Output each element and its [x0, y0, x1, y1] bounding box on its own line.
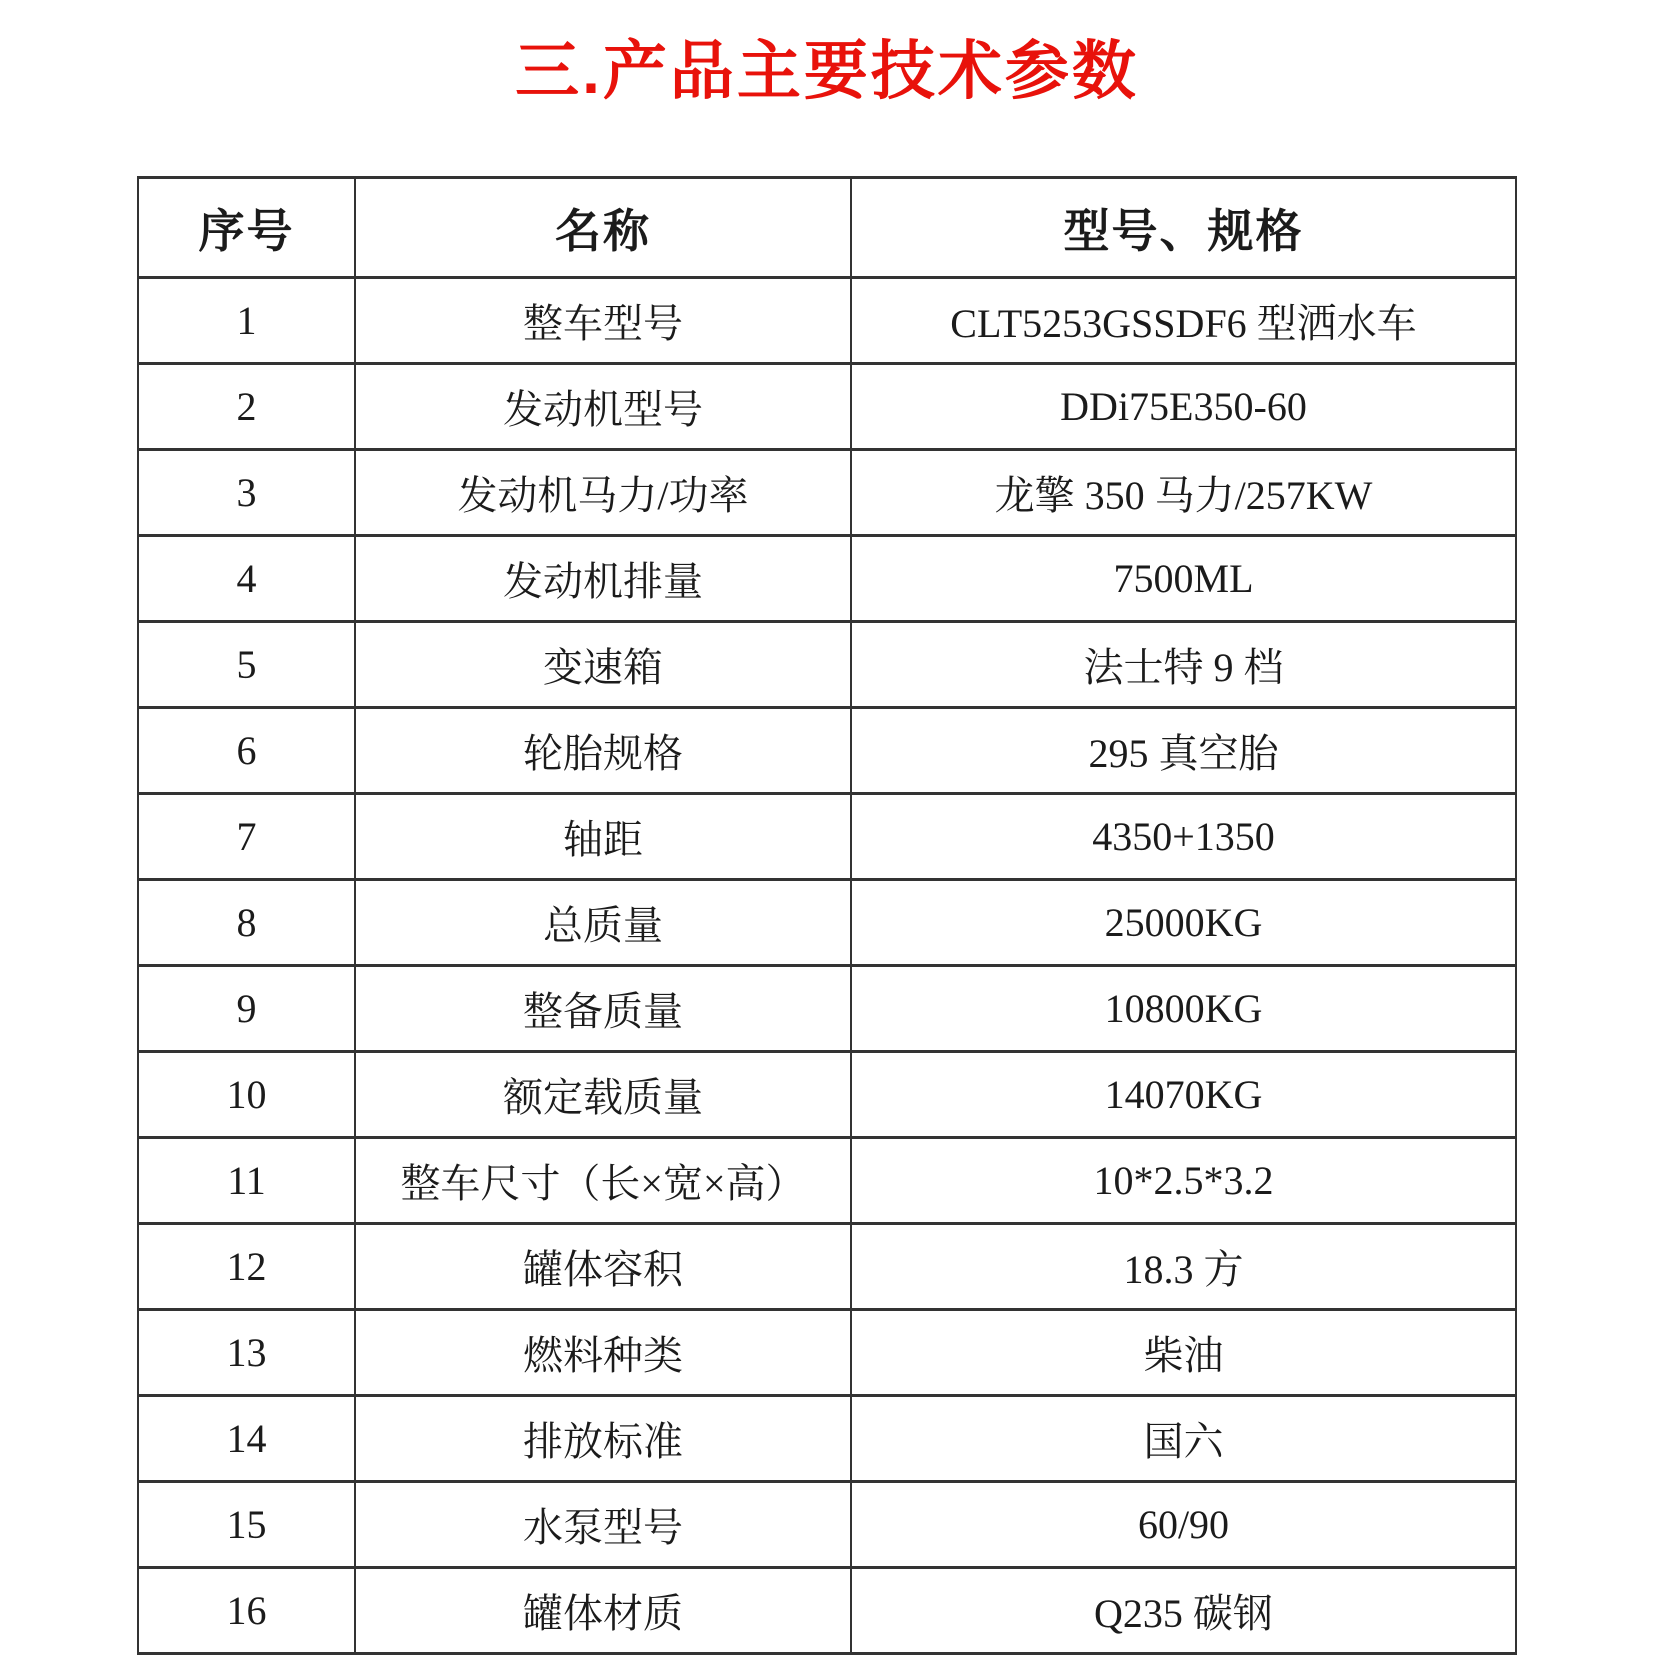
cell-spec: CLT5253GSSDF6 型洒水车 — [851, 278, 1516, 364]
column-header-name: 名称 — [355, 178, 851, 278]
table-row — [138, 1396, 1516, 1482]
page-title: 三.产品主要技术参数 — [515, 35, 1139, 107]
cell-name: 整车尺寸（长×宽×高） — [355, 1138, 851, 1224]
cell-no: 9 — [138, 966, 355, 1052]
cell-no: 6 — [138, 708, 355, 794]
cell-name: 罐体材质 — [355, 1568, 851, 1654]
cell-spec: 18.3 方 — [851, 1224, 1516, 1310]
cell-name: 发动机马力/功率 — [355, 450, 851, 536]
cell-spec: Q235 碳钢 — [851, 1568, 1516, 1654]
table-row — [138, 966, 1516, 1052]
cell-no: 16 — [138, 1568, 355, 1654]
cell-name: 额定载质量 — [355, 1052, 851, 1138]
table-row — [138, 278, 1516, 364]
cell-spec: 国六 — [851, 1396, 1516, 1482]
table-row — [138, 364, 1516, 450]
cell-no: 10 — [138, 1052, 355, 1138]
header-row — [138, 178, 1516, 278]
cell-name: 罐体容积 — [355, 1224, 851, 1310]
table-row — [138, 880, 1516, 966]
cell-spec: 60/90 — [851, 1482, 1516, 1568]
cell-name: 整车型号 — [355, 278, 851, 364]
cell-name: 轮胎规格 — [355, 708, 851, 794]
table-row — [138, 450, 1516, 536]
cell-no: 2 — [138, 364, 355, 450]
cell-name: 水泵型号 — [355, 1482, 851, 1568]
cell-spec: 柴油 — [851, 1310, 1516, 1396]
cell-name: 变速箱 — [355, 622, 851, 708]
cell-name: 整备质量 — [355, 966, 851, 1052]
table-body — [138, 278, 1516, 1654]
cell-spec: 14070KG — [851, 1052, 1516, 1138]
cell-no: 1 — [138, 278, 355, 364]
spec-table — [137, 176, 1517, 1655]
cell-spec: DDi75E350-60 — [851, 364, 1516, 450]
cell-spec: 25000KG — [851, 880, 1516, 966]
table-row — [138, 1138, 1516, 1224]
cell-name: 轴距 — [355, 794, 851, 880]
cell-spec: 7500ML — [851, 536, 1516, 622]
cell-spec: 10*2.5*3.2 — [851, 1138, 1516, 1224]
table-row — [138, 1052, 1516, 1138]
table-row — [138, 794, 1516, 880]
cell-spec: 295 真空胎 — [851, 708, 1516, 794]
cell-no: 8 — [138, 880, 355, 966]
cell-spec: 龙擎 350 马力/257KW — [851, 450, 1516, 536]
cell-no: 7 — [138, 794, 355, 880]
cell-no: 4 — [138, 536, 355, 622]
cell-name: 燃料种类 — [355, 1310, 851, 1396]
column-header-no: 序号 — [138, 178, 355, 278]
cell-no: 15 — [138, 1482, 355, 1568]
cell-name: 发动机排量 — [355, 536, 851, 622]
cell-name: 总质量 — [355, 880, 851, 966]
cell-no: 12 — [138, 1224, 355, 1310]
cell-no: 13 — [138, 1310, 355, 1396]
cell-name: 排放标准 — [355, 1396, 851, 1482]
table-row — [138, 1568, 1516, 1654]
cell-spec: 4350+1350 — [851, 794, 1516, 880]
table-row — [138, 622, 1516, 708]
cell-no: 14 — [138, 1396, 355, 1482]
table-row — [138, 1482, 1516, 1568]
cell-spec: 10800KG — [851, 966, 1516, 1052]
column-header-spec: 型号、规格 — [851, 178, 1516, 278]
cell-spec: 法士特 9 档 — [851, 622, 1516, 708]
cell-no: 11 — [138, 1138, 355, 1224]
table-header — [138, 178, 1516, 278]
cell-name: 发动机型号 — [355, 364, 851, 450]
table-row — [138, 708, 1516, 794]
cell-no: 3 — [138, 450, 355, 536]
cell-no: 5 — [138, 622, 355, 708]
table-row — [138, 536, 1516, 622]
table-row — [138, 1224, 1516, 1310]
table-row — [138, 1310, 1516, 1396]
